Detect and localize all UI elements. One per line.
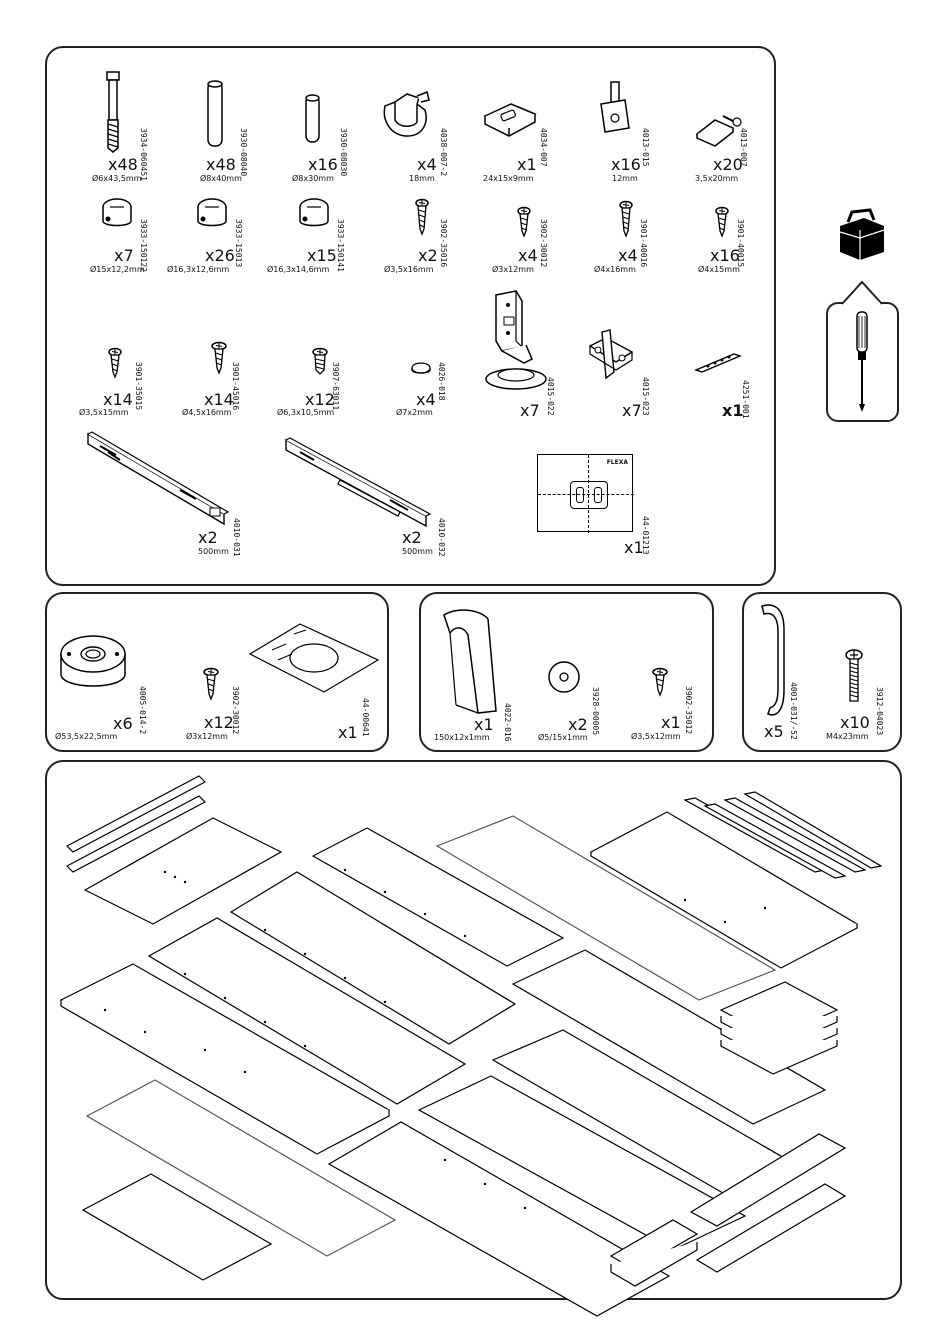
- part-dimension: Ø15x12,2mm: [90, 265, 145, 274]
- part-cell: [625, 660, 705, 748]
- part-code: 44-01213: [641, 516, 650, 555]
- part-code: 4013-015: [641, 128, 650, 167]
- screw-icon: [651, 668, 669, 696]
- part-dimension: Ø16,3x14,6mm: [267, 265, 330, 274]
- card-slot-hole: [576, 487, 584, 503]
- part-dimension: 150x12x1mm: [434, 733, 490, 742]
- part-dimension: Ø3,5x15mm: [79, 408, 129, 417]
- machine-screw-icon: [844, 649, 864, 703]
- screw-icon: [107, 348, 123, 378]
- part-quantity: x2: [402, 528, 422, 547]
- part-code: 4015-023: [641, 377, 650, 416]
- part-code: 4034-007: [539, 128, 548, 167]
- part-dimension: 18mm: [409, 174, 435, 183]
- part-code: 3912-04023: [875, 687, 884, 736]
- part-code: 4001-031/-52: [789, 682, 798, 740]
- part-quantity: x6: [113, 714, 133, 733]
- part-code: 3902-35016: [439, 219, 448, 268]
- part-cell: [590, 195, 660, 280]
- part-quantity: x4: [618, 246, 638, 265]
- screw-icon: [714, 207, 730, 237]
- part-dimension: Ø4,5x16mm: [182, 408, 232, 417]
- part-cell: [430, 605, 520, 748]
- part-cell: [685, 70, 765, 185]
- part-cell: [580, 320, 660, 425]
- drawer-runner-icon: [80, 428, 230, 528]
- part-quantity: x5: [764, 722, 784, 741]
- part-dimension: Ø53,5x22,5mm: [55, 732, 118, 741]
- part-quantity: x20: [713, 155, 743, 174]
- part-code: 4015-022: [546, 377, 555, 416]
- part-dimension: Ø3x12mm: [186, 732, 228, 741]
- sticker-sheet-icon: [250, 620, 380, 700]
- screw-icon: [414, 199, 430, 235]
- part-code: 3901-40016: [639, 219, 648, 268]
- part-quantity: x10: [840, 713, 870, 732]
- part-quantity: x2: [198, 528, 218, 547]
- part-quantity: x48: [206, 155, 236, 174]
- part-cell: [180, 660, 260, 748]
- screw-icon: [516, 207, 532, 237]
- part-quantity: x7: [114, 246, 134, 265]
- part-cell: [480, 195, 560, 280]
- part-quantity: x7: [622, 401, 642, 420]
- part-code: 3902-30012: [231, 686, 240, 735]
- part-code: 3901-45016: [231, 362, 240, 411]
- part-dimension: Ø8x40mm: [200, 174, 242, 183]
- part-cell: [530, 655, 610, 748]
- part-cell: [585, 70, 665, 185]
- part-quantity: x1: [624, 538, 644, 557]
- part-cell: [690, 340, 765, 425]
- part-code: 3902-35012: [684, 686, 693, 735]
- part-dimension: Ø5/15x1mm: [538, 733, 588, 742]
- screwdriver-icon: [852, 312, 872, 412]
- drill-template-icon: [694, 352, 742, 374]
- part-quantity: x12: [204, 713, 234, 732]
- part-quantity: x15: [307, 246, 337, 265]
- part-cell: [275, 340, 355, 425]
- part-quantity: x4: [417, 155, 437, 174]
- part-code: 4010-032: [437, 518, 446, 557]
- part-cell: [265, 195, 355, 280]
- label-card-icon: [537, 454, 633, 532]
- part-quantity: x2: [568, 715, 588, 734]
- part-quantity: x1: [722, 401, 744, 420]
- strap-icon: [440, 605, 500, 715]
- part-cell: [470, 285, 570, 425]
- part-quantity: x14: [103, 390, 133, 409]
- caster-wheel-icon: [57, 628, 129, 696]
- handle-icon: [754, 600, 794, 720]
- part-dimension: 3,5x20mm: [695, 174, 739, 183]
- part-dimension: Ø4x15mm: [698, 265, 740, 274]
- wood-dowel-icon: [200, 78, 230, 158]
- screw-icon: [618, 201, 634, 237]
- part-code: 3928-00005: [591, 687, 600, 736]
- part-quantity: x1: [474, 715, 494, 734]
- part-cell: [55, 628, 155, 748]
- hinge-icon: [476, 287, 556, 397]
- part-cell: [530, 450, 660, 560]
- wood-dowel-short-icon: [298, 94, 328, 154]
- cam-lock-icon: [100, 197, 134, 233]
- part-code: 3902-30012: [539, 219, 548, 268]
- part-quantity: x1: [338, 723, 358, 742]
- hinge-plate-icon: [584, 328, 638, 384]
- part-quantity: x26: [205, 246, 235, 265]
- part-code: 4251-001: [741, 380, 750, 419]
- part-cell: [475, 70, 565, 185]
- part-dimension: Ø16,3x12,6mm: [167, 265, 230, 274]
- part-dimension: Ø8x30mm: [292, 174, 334, 183]
- part-cell: [90, 70, 160, 185]
- part-code: 3930-08030: [339, 128, 348, 177]
- corner-block-screw-icon: [693, 110, 743, 150]
- part-code: 4022-016: [503, 703, 512, 742]
- screw-icon: [210, 342, 228, 374]
- part-dimension: Ø3,5x12mm: [631, 732, 681, 741]
- card-slot-hole: [594, 487, 602, 503]
- part-cell: [690, 195, 765, 280]
- card-dashed-line: [538, 494, 634, 495]
- part-code: 4013-007: [739, 128, 748, 167]
- part-cell: [80, 195, 160, 280]
- part-quantity: x4: [518, 246, 538, 265]
- part-cell: [390, 340, 460, 425]
- part-cell: [75, 340, 155, 425]
- part-quantity: x12: [305, 390, 335, 409]
- part-code: 4010-031: [232, 518, 241, 557]
- part-dimension: Ø7x2mm: [396, 408, 433, 417]
- part-dimension: Ø4x16mm: [594, 265, 636, 274]
- cam-bolt-icon: [95, 72, 135, 152]
- part-cell: [165, 195, 255, 280]
- part-code: 4005-014-2: [138, 686, 147, 735]
- part-dimension: Ø3,5x16mm: [384, 265, 434, 274]
- part-quantity: x7: [520, 401, 540, 420]
- part-quantity: x1: [517, 155, 537, 174]
- toolbox-icon: [834, 208, 890, 260]
- part-cell: [290, 70, 360, 185]
- part-cell: [750, 600, 810, 748]
- part-quantity: x1: [661, 713, 681, 732]
- screw-icon: [311, 348, 329, 376]
- part-code: 3901-40015: [736, 219, 745, 268]
- part-quantity: x14: [204, 390, 234, 409]
- bracket-plate-icon: [479, 98, 539, 148]
- part-dimension: Ø6x43,5mm: [92, 174, 142, 183]
- part-quantity: x16: [308, 155, 338, 174]
- part-code: 3930-08040: [239, 128, 248, 177]
- part-dimension: 24x15x9mm: [483, 174, 534, 183]
- part-cell: [820, 645, 895, 748]
- part-quantity: x2: [418, 246, 438, 265]
- felt-pad-icon: [410, 362, 432, 376]
- part-code: 44-00641: [361, 698, 370, 737]
- part-cell: [375, 70, 460, 185]
- part-cell: [180, 340, 260, 425]
- washer-icon: [546, 659, 582, 695]
- part-dimension: 500mm: [402, 547, 433, 556]
- shelf-support-icon: [595, 80, 635, 140]
- part-code: 3901-35015: [134, 362, 143, 411]
- part-code: 3907-63011: [331, 362, 340, 411]
- part-cell: [80, 428, 250, 563]
- part-dimension: 500mm: [198, 547, 229, 556]
- clamp-connector-icon: [377, 84, 437, 144]
- drawer-runner-icon: [280, 432, 435, 532]
- part-quantity: x16: [611, 155, 641, 174]
- part-code: 3933-150141: [336, 219, 345, 272]
- part-cell: [190, 70, 260, 185]
- part-cell: [380, 195, 460, 280]
- part-quantity: x4: [416, 390, 436, 409]
- part-dimension: Ø3x12mm: [492, 265, 534, 274]
- brand-logo: FLEXA: [606, 459, 628, 466]
- part-cell: [280, 428, 455, 563]
- part-code: 4026-018: [437, 362, 446, 401]
- part-dimension: 12mm: [612, 174, 638, 183]
- part-code: 3933-15013: [234, 219, 243, 268]
- part-quantity: x16: [710, 246, 740, 265]
- part-dimension: Ø6,3x10,5mm: [277, 408, 335, 417]
- panel-illustration: [45, 760, 902, 1300]
- cam-lock-icon: [195, 197, 229, 233]
- part-code: 4038-007-2: [439, 128, 448, 177]
- part-quantity: x48: [108, 155, 138, 174]
- part-code: 3934-060451: [139, 128, 148, 181]
- callout-pointer: [842, 280, 882, 304]
- cam-lock-icon: [297, 197, 331, 233]
- part-dimension: M4x23mm: [826, 732, 869, 741]
- part-code: 3933-150122: [139, 219, 148, 272]
- part-cell: [250, 615, 380, 748]
- screw-icon: [202, 668, 220, 700]
